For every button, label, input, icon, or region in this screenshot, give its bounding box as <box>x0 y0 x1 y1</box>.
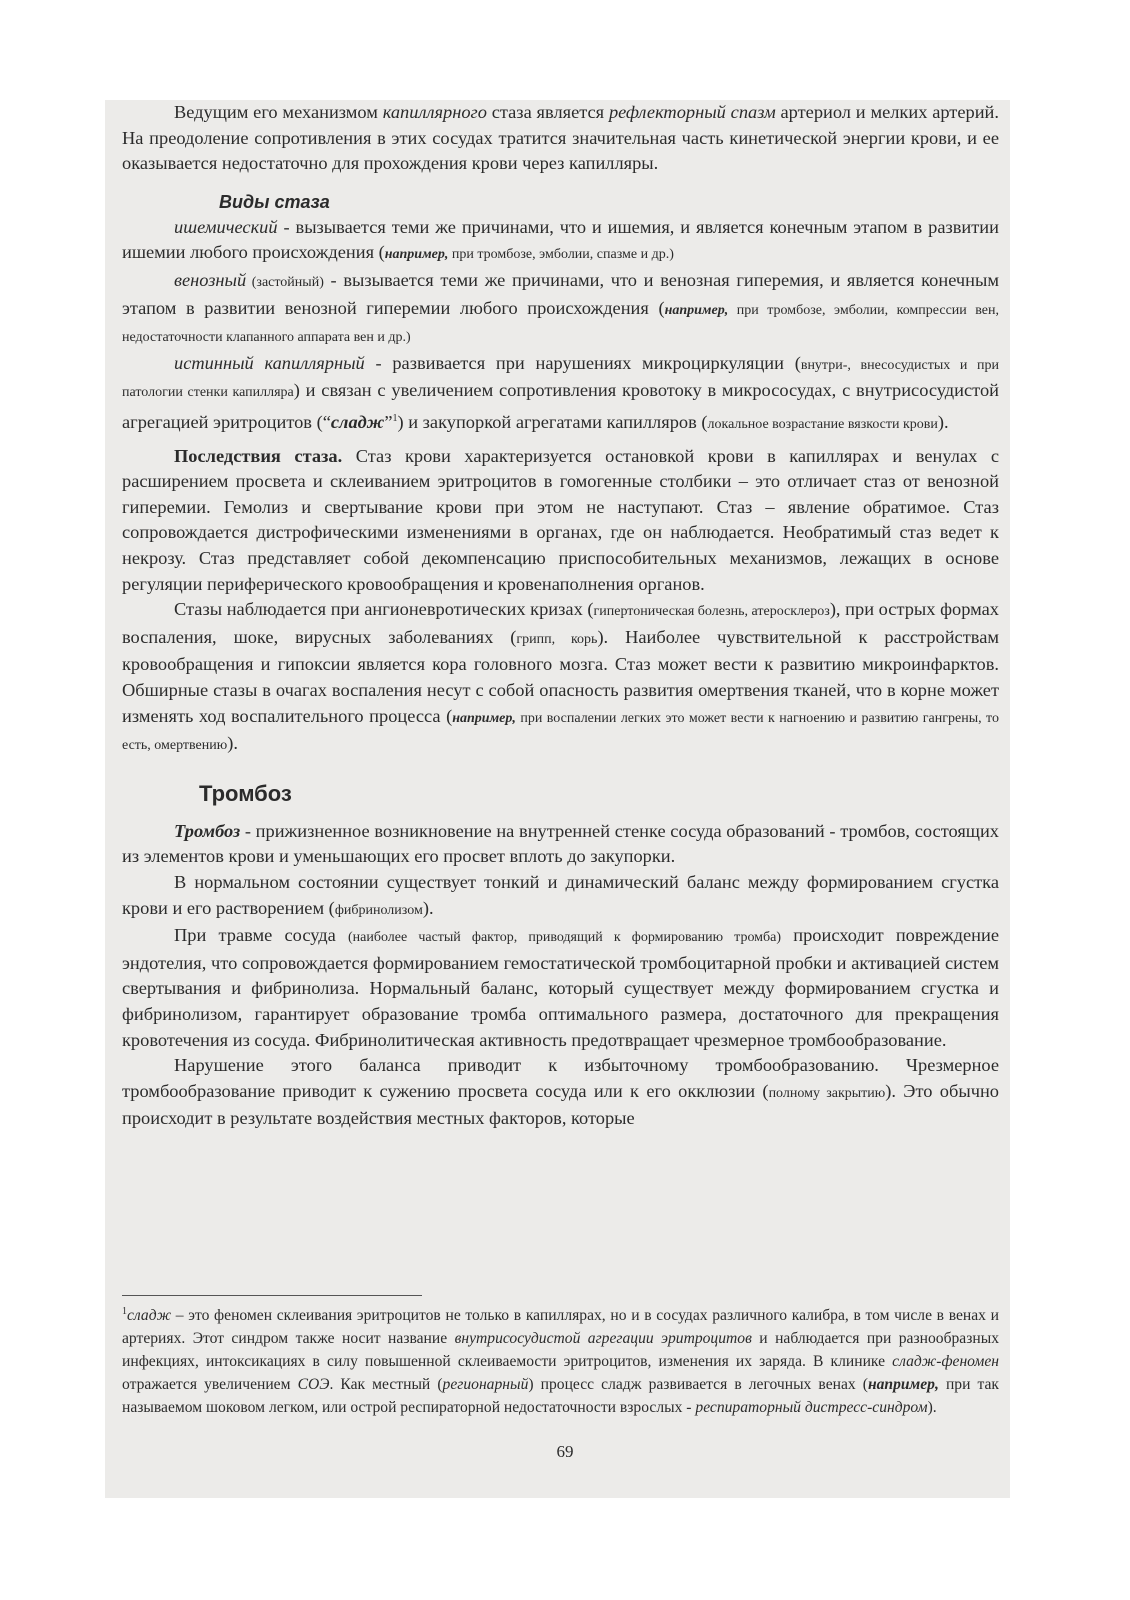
disturbance-paragraph: Нарушение этого баланса приводит к избыточному тромбообразованию. Чрезмерное тромбообразование приводит к сужению просвета сосуда или к его окклюзии (полному закрытию). Это обычно происходит в результате воздействия местных факторов, которые <box>122 1055 999 1129</box>
trauma-paragraph: При травме сосуда (наиболее частый фактор, приводящий к формированию тромба) происходит повреждение эндотелия, что сопровождается формированием гемостатической тромбоцитарной пробки и активацией систем свертывания и фибринолиза. Нормальный баланс, который существует между формированием сгустка и фибринолизом, гарантирует образование тромба оптимального размера, достаточного для прекращения кровотечения из сосуда. Фибринолитическая активность предотвращает чрезмерное тромбообразование. <box>122 925 999 1050</box>
footnote-divider <box>122 1295 422 1296</box>
capillary-stasis-paragraph: истинный капиллярный - развивается при нарушениях микроциркуляции (внутри-, внесосудистых и при патологии стенки капилляра) и связан с увеличением сопротивления кровотоку в микрососудах, с внутрисосудистой агрегацией эритроцитов (“сладж”$^1$) и закупоркой агрегатами капилляров (локальное возрастание вязкости крови). <box>122 352 1000 433</box>
occurrence-paragraph: Стазы наблюдается при ангионевротических кризах (гипертоническая болезнь, атеросклероз), при острых формах воспаления, шоке, вирусных заболеваниях (грипп, корь). Наиболее чувствительной к расстройствам кровообращения и гипоксии является кора головного мозга. Стаз может вести к развитию микроинфарктов. Обширные стазы в очагах воспаления несут с собой опасность развития омертвения тканей, что в корне может изменять ход воспалительного процесса (например, при воспалении легких это может вести к нагноению и развитию гангрены, то есть, омертвению). <box>122 599 999 754</box>
stasis-types-heading: Виды стаза <box>219 191 330 212</box>
page-body <box>122 100 999 1132</box>
venous-stasis-paragraph: венозный (застойный) - вызывается теми же причинами, что и венозная гиперемия, и является конечным этапом в развитии венозной гиперемии любого происхождения (например, при тромбозе, эмболии, компрессии вен, недостаточности клапанного аппарата вен и др.) <box>122 269 999 346</box>
footnote-ref: 1 <box>392 412 398 424</box>
intro-paragraph: Ведущим его механизмом капиллярного стаза является рефлекторный спазм артериол и мелких артерий. На преодоление сопротивления в этих сосудах тратится значительная часть кинетической энергии крови, и ее оказывается недостаточно для прохождения крови через капилляры. <box>122 102 999 174</box>
balance-paragraph: В нормальном состоянии существует тонкий и динамический баланс между формированием сгустка крови и его растворением (фибринолизом). <box>122 871 999 918</box>
footnote-mark: 1 <box>122 1306 127 1317</box>
footnote: $^1$сладж – это феномен склеивания эритроцитов не только в капиллярах, но и в сосудах различного калибра, в том числе в венах и артериях. Этот синдром также носит название внутрисосудистой агрегации эритроцитов и наблюдается при разнообразных инфекциях, интоксикациях в силу повышенной склеиваемости эритроцитов, изменения их заряда. В клинике сладж-феномен отражается увеличением СОЭ. Как местный (регионарный) процесс сладж развивается в легочных венах (например, при так называемом шоковом легком, или острой респираторной недостаточности взрослых - респираторный дистресс-синдром). <box>122 1306 1000 1417</box>
consequences-paragraph: Последствия стаза. Стаз крови характеризуется остановкой крови в капиллярах и венулах с расширением просвета и склеиванием эритроцитов в гомогенные столбики – это отличает стаз от венозной гиперемии. Гемолиз и свертывание крови при этом не наступают. Стаз – явление обратимое. Стаз сопровождается дистрофическими изменениями в органах, где он наблюдается. Необратимый стаз ведет к некрозу. Стаз представляет собой декомпенсацию приспособительных механизмов, лежащих в основе регуляции периферического кровообращения и кровенаполнения органов. <box>122 445 999 594</box>
page-number: 69 <box>556 1442 574 1461</box>
thrombosis-definition: Тромбоз - прижизненное возникновение на внутренней стенке сосуда образований - тромбов, состоящих из элементов крови и уменьшающих его просвет вплоть до закупорки. <box>122 820 999 867</box>
thrombosis-heading: Тромбоз <box>199 780 292 806</box>
ischemic-stasis-paragraph: ишемический - вызывается теми же причинами, что и ишемия, и является конечным этапом в развитии ишемии любого происхождения (например, при тромбозе, эмболии, спазме и др.) <box>122 216 999 263</box>
